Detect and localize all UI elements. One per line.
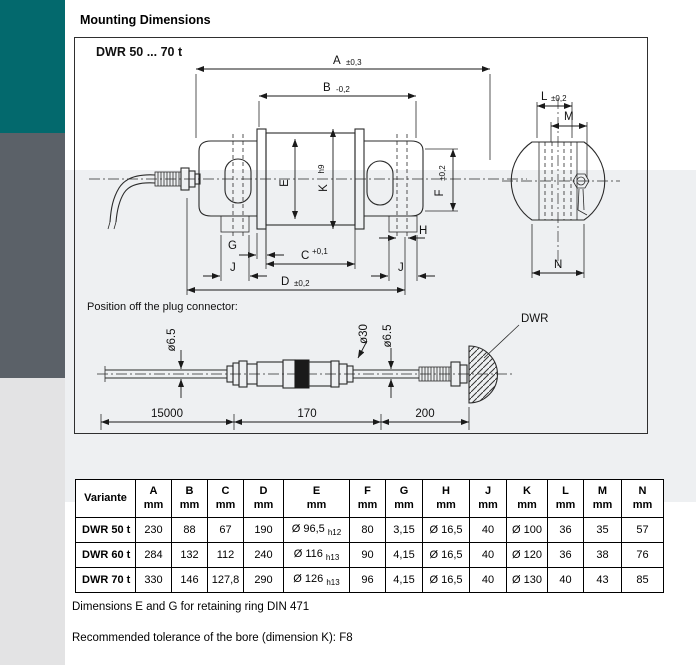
sidebar-gray-block [0, 378, 65, 665]
cell: 57 [622, 518, 664, 543]
dwr-wall-section [469, 346, 498, 403]
col-header-c: C mm [208, 480, 244, 518]
cell: Ø 16,5 [423, 568, 470, 593]
side-view [89, 55, 527, 295]
table-row-dwr50 [76, 518, 664, 543]
dim-label-k: K [318, 184, 330, 192]
sidebar-teal-block [0, 0, 65, 133]
central-cylinder [257, 129, 364, 229]
dim-label-n: N [554, 259, 563, 271]
cell: 43 [584, 568, 622, 593]
dim-h [379, 225, 427, 238]
cell: 80 [350, 518, 386, 543]
cell: 40 [470, 568, 507, 593]
table-row-dwr70 [76, 568, 664, 593]
dim-label-a: A [333, 55, 341, 67]
cell: 88 [172, 518, 208, 543]
cell: 290 [244, 568, 284, 593]
dim-b [259, 82, 416, 138]
dim-label-j-left: J [230, 262, 236, 274]
dim-label-c: C [301, 250, 310, 262]
cell: Ø 16,5 [423, 518, 470, 543]
cell: 4,15 [386, 543, 423, 568]
col-header-g: G mm [386, 480, 423, 518]
cell: 90 [350, 543, 386, 568]
dim-m [551, 111, 587, 178]
cell: 146 [172, 568, 208, 593]
len-plug-label: 170 [297, 408, 317, 420]
col-header-a: A mm [136, 480, 172, 518]
bolt-detail [573, 174, 589, 215]
cell: 284 [136, 543, 172, 568]
cell: 67 [208, 518, 244, 543]
note-retaining-ring: Dimensions E and G for retaining ring DIN 471 [72, 601, 310, 613]
dim-a [196, 55, 490, 160]
dim-label-l: L [541, 91, 548, 103]
cell: Ø 130 [507, 568, 548, 593]
dim-label-j-right: J [398, 262, 404, 274]
cell: 35 [584, 518, 622, 543]
dim-label-b: B [323, 82, 331, 94]
table-row-dwr60 [76, 543, 664, 568]
col-header-f: F mm [350, 480, 386, 518]
dim-tol-a: ±0,3 [346, 58, 362, 67]
page-title: Mounting Dimensions [80, 13, 211, 27]
col-header-k: K mm [507, 480, 548, 518]
dim-tol-c: +0,1 [312, 247, 328, 256]
dim-g [228, 229, 284, 259]
col-header-j: J mm [470, 480, 507, 518]
dim-d [187, 198, 405, 295]
col-header-e: E mm [284, 480, 350, 518]
dim-tol-f: ±0,2 [438, 165, 447, 181]
cell: 40 [548, 568, 584, 593]
cell: 36 [548, 543, 584, 568]
note-bore-tolerance: Recommended tolerance of the bore (dimension K): F8 [72, 632, 353, 644]
cell: 240 [244, 543, 284, 568]
dim-label-m: M [564, 111, 574, 123]
cell: 190 [244, 518, 284, 543]
col-header-n: N mm [622, 480, 664, 518]
cell: Ø 126 $_{h13}$ [284, 568, 350, 593]
end-view [502, 91, 620, 278]
col-header-h: H mm [423, 480, 470, 518]
cell: 132 [172, 543, 208, 568]
cell: 127,8 [208, 568, 244, 593]
cell: Ø 96,5 $_{h12}$ [284, 518, 350, 543]
cell: 230 [136, 518, 172, 543]
sidebar-slate-block [0, 133, 65, 378]
cell: 40 [470, 543, 507, 568]
dia-cable-left [166, 328, 181, 398]
col-header-d: D mm [244, 480, 284, 518]
dim-tol-l: ±0,2 [551, 94, 567, 103]
dia-plug [358, 324, 370, 358]
technical-drawing [75, 38, 647, 433]
variant-cell: DWR 70 t [76, 568, 136, 593]
table-header-row [76, 480, 664, 518]
drawing-box-title: DWR 50 ... 70 t [96, 45, 183, 59]
cell: Ø 100 [507, 518, 548, 543]
cell: 40 [470, 518, 507, 543]
dimension-table-wrap [75, 479, 664, 593]
drawing-frame [74, 37, 648, 434]
len-tail-label: 200 [415, 408, 435, 420]
dia-cable-right [382, 324, 394, 398]
cell: 36 [548, 518, 584, 543]
col-header-b: B mm [172, 480, 208, 518]
connector-view [87, 301, 548, 430]
cell: 96 [350, 568, 386, 593]
dia-cable-left-label: ø6.5 [166, 328, 178, 352]
connector-caption: Position off the plug connector: [87, 301, 238, 313]
cell: Ø 116 $_{h13}$ [284, 543, 350, 568]
dimension-table [75, 479, 664, 593]
dim-tol-b: -0,2 [336, 85, 350, 94]
variant-cell: DWR 50 t [76, 518, 136, 543]
cell: 330 [136, 568, 172, 593]
dwr-callout [484, 313, 548, 358]
col-header-l: L mm [548, 480, 584, 518]
col-header-variante: Variante [76, 480, 136, 518]
cell: 4,15 [386, 568, 423, 593]
dia-cable-right-label: ø6.5 [382, 324, 394, 348]
dim-tol-k: h9 [317, 164, 326, 174]
dim-j-right [371, 235, 435, 281]
dim-tol-d: ±0,2 [294, 279, 310, 288]
left-flange [199, 134, 257, 237]
dim-c [266, 229, 355, 269]
cable-gland [108, 168, 200, 229]
cell: 38 [584, 543, 622, 568]
length-dims [101, 407, 469, 430]
cell: Ø 16,5 [423, 543, 470, 568]
dim-f [425, 149, 458, 211]
right-flange [364, 134, 423, 237]
dwr-callout-label: DWR [521, 313, 549, 325]
dim-label-f: F [434, 189, 446, 197]
dim-label-h: H [419, 225, 428, 237]
dim-label-e: E [279, 179, 291, 187]
len-cable-label: 15000 [151, 408, 183, 420]
cell: Ø 120 [507, 543, 548, 568]
cell: 85 [622, 568, 664, 593]
dim-label-d: D [281, 276, 290, 288]
cell: 3,15 [386, 518, 423, 543]
dim-label-g: G [228, 240, 237, 252]
dia-plug-label: ø30 [358, 324, 370, 344]
cell: 76 [622, 543, 664, 568]
variant-cell: DWR 60 t [76, 543, 136, 568]
cell: 112 [208, 543, 244, 568]
col-header-m: M mm [584, 480, 622, 518]
